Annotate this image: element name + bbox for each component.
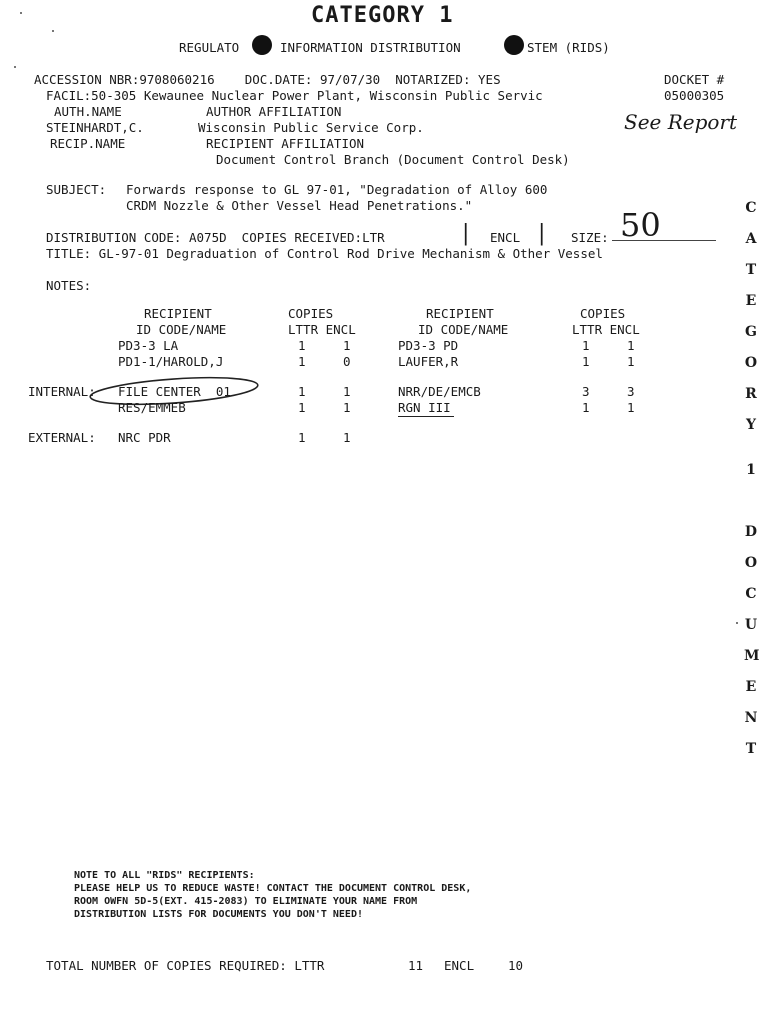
table-row-ltr: 1 — [298, 354, 306, 369]
table-row-recipient: PD3-3 LA — [118, 338, 179, 353]
table-row-ltr: 1 — [298, 338, 306, 353]
note-line-2: PLEASE HELP US TO REDUCE WASTE! CONTACT THE DOCUMENT CONTROL DESK, — [74, 883, 472, 894]
table-row-encl: 1 — [627, 354, 635, 369]
side-letter: C — [745, 586, 757, 602]
id-code-header-left: ID CODE/NAME — [136, 322, 227, 337]
ltr-encl-header-left: LTTR ENCL — [288, 322, 356, 337]
table-row-recipient: NRR/DE/EMCB — [398, 384, 481, 399]
rids-header-right: STEM (RIDS) — [527, 40, 610, 55]
table-row-encl: 1 — [343, 400, 351, 415]
side-letter: T — [745, 741, 757, 757]
id-code-header-right: ID CODE/NAME — [418, 322, 509, 337]
table-row-recipient: NRC PDR — [118, 430, 171, 445]
table-row-encl: 1 — [343, 338, 351, 353]
side-letter: G — [745, 324, 757, 340]
facility-line: FACIL:50-305 Kewaunee Nuclear Power Plant, Wisconsin Public Servic — [46, 88, 543, 103]
subject-label: SUBJECT: — [46, 182, 107, 197]
table-row-encl: 1 — [343, 384, 351, 399]
total-encl-label: ENCL — [444, 958, 475, 973]
encl-mark: | — [538, 221, 546, 246]
size-label: SIZE: — [571, 230, 609, 245]
docket-label: DOCKET # — [664, 72, 725, 87]
auth-name-header: AUTH.NAME — [54, 104, 122, 119]
side-letter: U — [744, 617, 758, 633]
total-ltr-value: 11 — [408, 958, 424, 973]
copies-header-left: COPIES — [288, 306, 334, 321]
side-letter: D — [744, 524, 758, 540]
copies-header-right: COPIES — [580, 306, 626, 321]
side-letter: A — [745, 231, 757, 247]
author-affiliation: Wisconsin Public Service Corp. — [198, 120, 424, 135]
rids-header-left: REGULATO — [179, 40, 240, 55]
distribution-code-line: DISTRIBUTION CODE: A075D COPIES RECEIVED:LTR — [46, 230, 385, 245]
section-label-internal: INTERNAL: — [28, 384, 96, 399]
docket-number: 05000305 — [664, 88, 725, 103]
note-line-4: DISTRIBUTION LISTS FOR DOCUMENTS YOU DON'T NEED! — [74, 909, 363, 920]
table-row-encl: 3 — [627, 384, 635, 399]
note-line-1: NOTE TO ALL "RIDS" RECIPIENTS: — [74, 870, 255, 881]
total-label: TOTAL NUMBER OF COPIES REQUIRED: LTTR — [46, 958, 325, 973]
ltr-mark: | — [462, 221, 470, 246]
table-row-recipient: RES/EMMEB — [118, 400, 186, 415]
table-row-encl: 0 — [343, 354, 351, 369]
table-row-recipient: PD1-1/HAROLD,J — [118, 354, 224, 369]
section-label-external: EXTERNAL: — [28, 430, 96, 445]
table-row-ltr: 1 — [298, 430, 306, 445]
author-name: STEINHARDT,C. — [46, 120, 144, 135]
recip-name-header: RECIP.NAME — [50, 136, 126, 151]
table-row-ltr: 1 — [298, 384, 306, 399]
scan-speck — [14, 66, 16, 68]
title-line: TITLE: GL-97-01 Degraduation of Control Rod Drive Mechanism & Other Vessel — [46, 246, 603, 261]
side-letter: O — [744, 355, 758, 371]
scan-speck — [52, 30, 54, 32]
total-encl-value: 10 — [508, 958, 524, 973]
table-row-encl: 1 — [343, 430, 351, 445]
size-underline — [612, 240, 716, 241]
note-line-3: ROOM OWFN 5D-5(EXT. 415-2083) TO ELIMINATE YOUR NAME FROM — [74, 896, 418, 907]
side-letter: C — [745, 200, 757, 216]
encl-label: ENCL — [490, 230, 521, 245]
table-row-recipient: RGN III — [398, 400, 451, 415]
author-affiliation-header: AUTHOR AFFILIATION — [206, 104, 342, 119]
side-letter: Y — [746, 417, 756, 433]
handwritten-note: See Report — [624, 110, 738, 134]
side-letter: E — [745, 679, 757, 695]
recipient-header-right: RECIPIENT — [426, 306, 494, 321]
rids-header-mid: INFORMATION DISTRIBUTION — [280, 40, 461, 55]
table-row-recipient: PD3-3 PD — [398, 338, 459, 353]
table-row-ltr: 1 — [582, 354, 590, 369]
table-row-ltr: 1 — [582, 338, 590, 353]
side-letter: R — [745, 386, 757, 402]
size-value: 50 — [620, 206, 661, 244]
scan-speck — [736, 622, 738, 624]
table-row-recipient: FILE CENTER 01 — [118, 384, 231, 399]
subject-line-2: CRDM Nozzle & Other Vessel Head Penetrations." — [126, 198, 473, 213]
scan-speck — [20, 12, 22, 14]
side-letter: M — [744, 648, 760, 664]
category-title: CATEGORY 1 — [311, 3, 454, 28]
side-letter: O — [744, 555, 758, 571]
recipient-affiliation-header: RECIPIENT AFFILIATION — [206, 136, 365, 151]
punch-hole-left — [252, 35, 272, 55]
rgn-underline — [398, 416, 454, 417]
table-row-encl: 1 — [627, 400, 635, 415]
recipient-header-left: RECIPIENT — [144, 306, 212, 321]
accession-line: ACCESSION NBR:9708060216 DOC.DATE: 97/07/30 NOTARIZED: YES — [34, 72, 501, 87]
table-row-recipient: LAUFER,R — [398, 354, 459, 369]
notes-label: NOTES: — [46, 278, 92, 293]
side-letter: 1 — [746, 462, 756, 478]
side-letter: E — [745, 293, 757, 309]
side-letter: T — [745, 262, 757, 278]
table-row-ltr: 3 — [582, 384, 590, 399]
punch-hole-right — [504, 35, 524, 55]
subject-line-1: Forwards response to GL 97-01, "Degradation of Alloy 600 — [126, 182, 548, 197]
table-row-encl: 1 — [627, 338, 635, 353]
side-letter: N — [744, 710, 758, 726]
table-row-ltr: 1 — [582, 400, 590, 415]
recipient-affiliation: Document Control Branch (Document Control Desk) — [216, 152, 570, 167]
ltr-encl-header-right: LTTR ENCL — [572, 322, 640, 337]
table-row-ltr: 1 — [298, 400, 306, 415]
